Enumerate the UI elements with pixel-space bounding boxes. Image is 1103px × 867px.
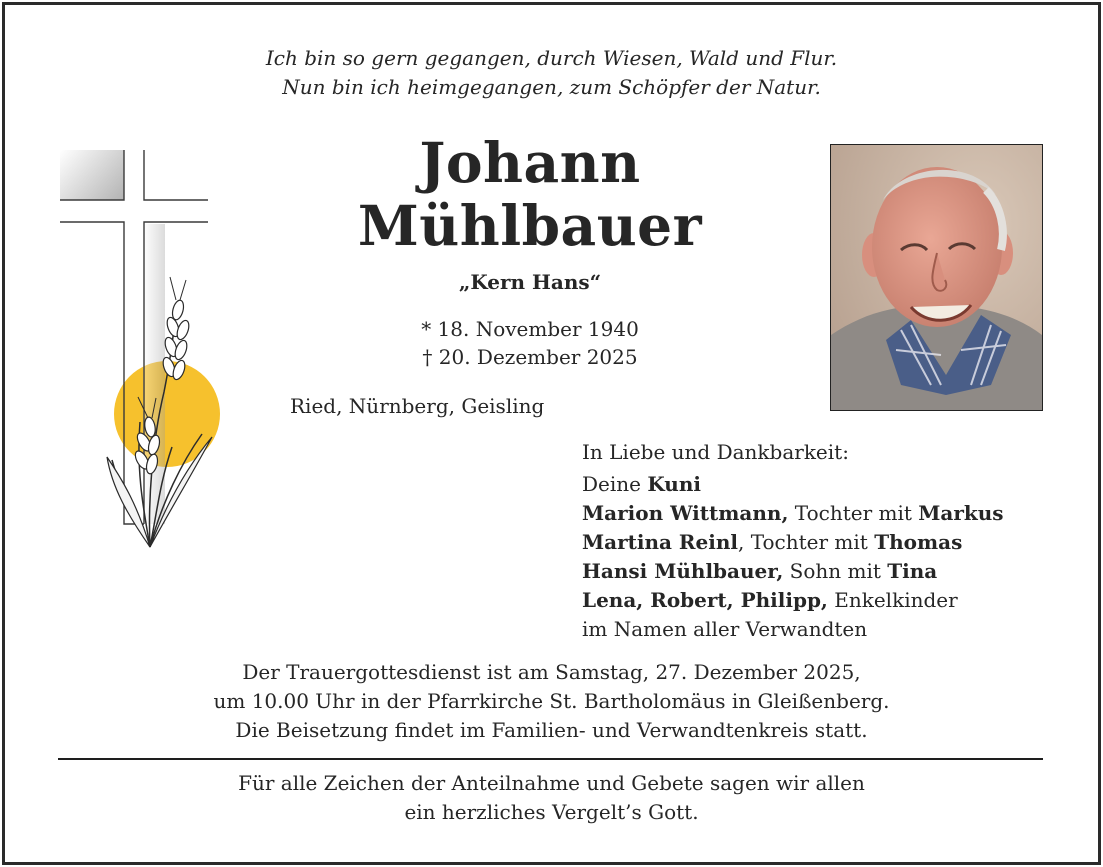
birth-date: * 18. November 1940 xyxy=(421,317,639,341)
mourner-name: Martina Reinl xyxy=(582,530,739,554)
service-line-1: Der Trauergottesdienst ist am Samstag, 27. Dezember 2025, xyxy=(242,660,861,684)
mourner-line xyxy=(582,528,1004,557)
mourner-text: Tochter mit xyxy=(788,501,919,525)
divider xyxy=(58,758,1043,760)
mourner-name: Marion Wittmann, xyxy=(582,501,789,525)
service-info xyxy=(0,658,1103,745)
mourner-line xyxy=(582,557,1004,586)
cross-with-wheat-and-sun-icon xyxy=(52,142,232,562)
mourner-text: Sohn mit xyxy=(783,559,888,583)
mourner-name: Markus xyxy=(918,501,1004,525)
service-line-3: Die Beisetzung findet im Familien- und Verwandtenkreis statt. xyxy=(235,718,868,742)
mourner-line xyxy=(582,470,1004,499)
mourner-line: im Namen aller Verwandten xyxy=(582,617,868,641)
mourner-name: Hansi Mühlbauer, xyxy=(582,559,784,583)
mourner-name: Tina xyxy=(887,559,938,583)
portrait-image xyxy=(831,145,1042,410)
first-name: Johann xyxy=(419,130,641,195)
poem-line-2: Nun bin ich heimgegangen, zum Schöpfer der Natur. xyxy=(282,75,821,99)
mourners-intro: In Liebe und Dankbarkeit: xyxy=(582,440,849,464)
mourner-text: , Tochter mit xyxy=(738,530,875,554)
portrait-photo xyxy=(830,144,1043,411)
last-name: Mühlbauer xyxy=(357,193,703,258)
mourner-name: Thomas xyxy=(874,530,963,554)
mourner-text: Deine xyxy=(582,472,648,496)
service-line-2: um 10.00 Uhr in der Pfarrkirche St. Bartholomäus in Gleißenberg. xyxy=(213,689,890,713)
poem xyxy=(0,44,1103,102)
thanks-note xyxy=(0,769,1103,827)
life-dates xyxy=(330,315,730,371)
death-date: † 20. Dezember 2025 xyxy=(422,345,638,369)
thanks-line-1: Für alle Zeichen der Anteilnahme und Gebete sagen wir allen xyxy=(238,771,865,795)
mourner-name: Lena, Robert, Philipp, xyxy=(582,588,828,612)
nickname: „Kern Hans“ xyxy=(458,270,602,294)
thanks-line-2: ein herzliches Vergelt’s Gott. xyxy=(404,800,699,824)
poem-line-1: Ich bin so gern gegangen, durch Wiesen, Wald und Flur. xyxy=(265,46,838,70)
mourner-name: Kuni xyxy=(647,472,701,496)
mourner-text: Enkelkinder xyxy=(827,588,958,612)
places: Ried, Nürnberg, Geisling xyxy=(290,394,545,418)
mourner-line xyxy=(582,499,1004,528)
mourners-list xyxy=(582,438,1004,644)
mourner-line xyxy=(582,586,1004,615)
